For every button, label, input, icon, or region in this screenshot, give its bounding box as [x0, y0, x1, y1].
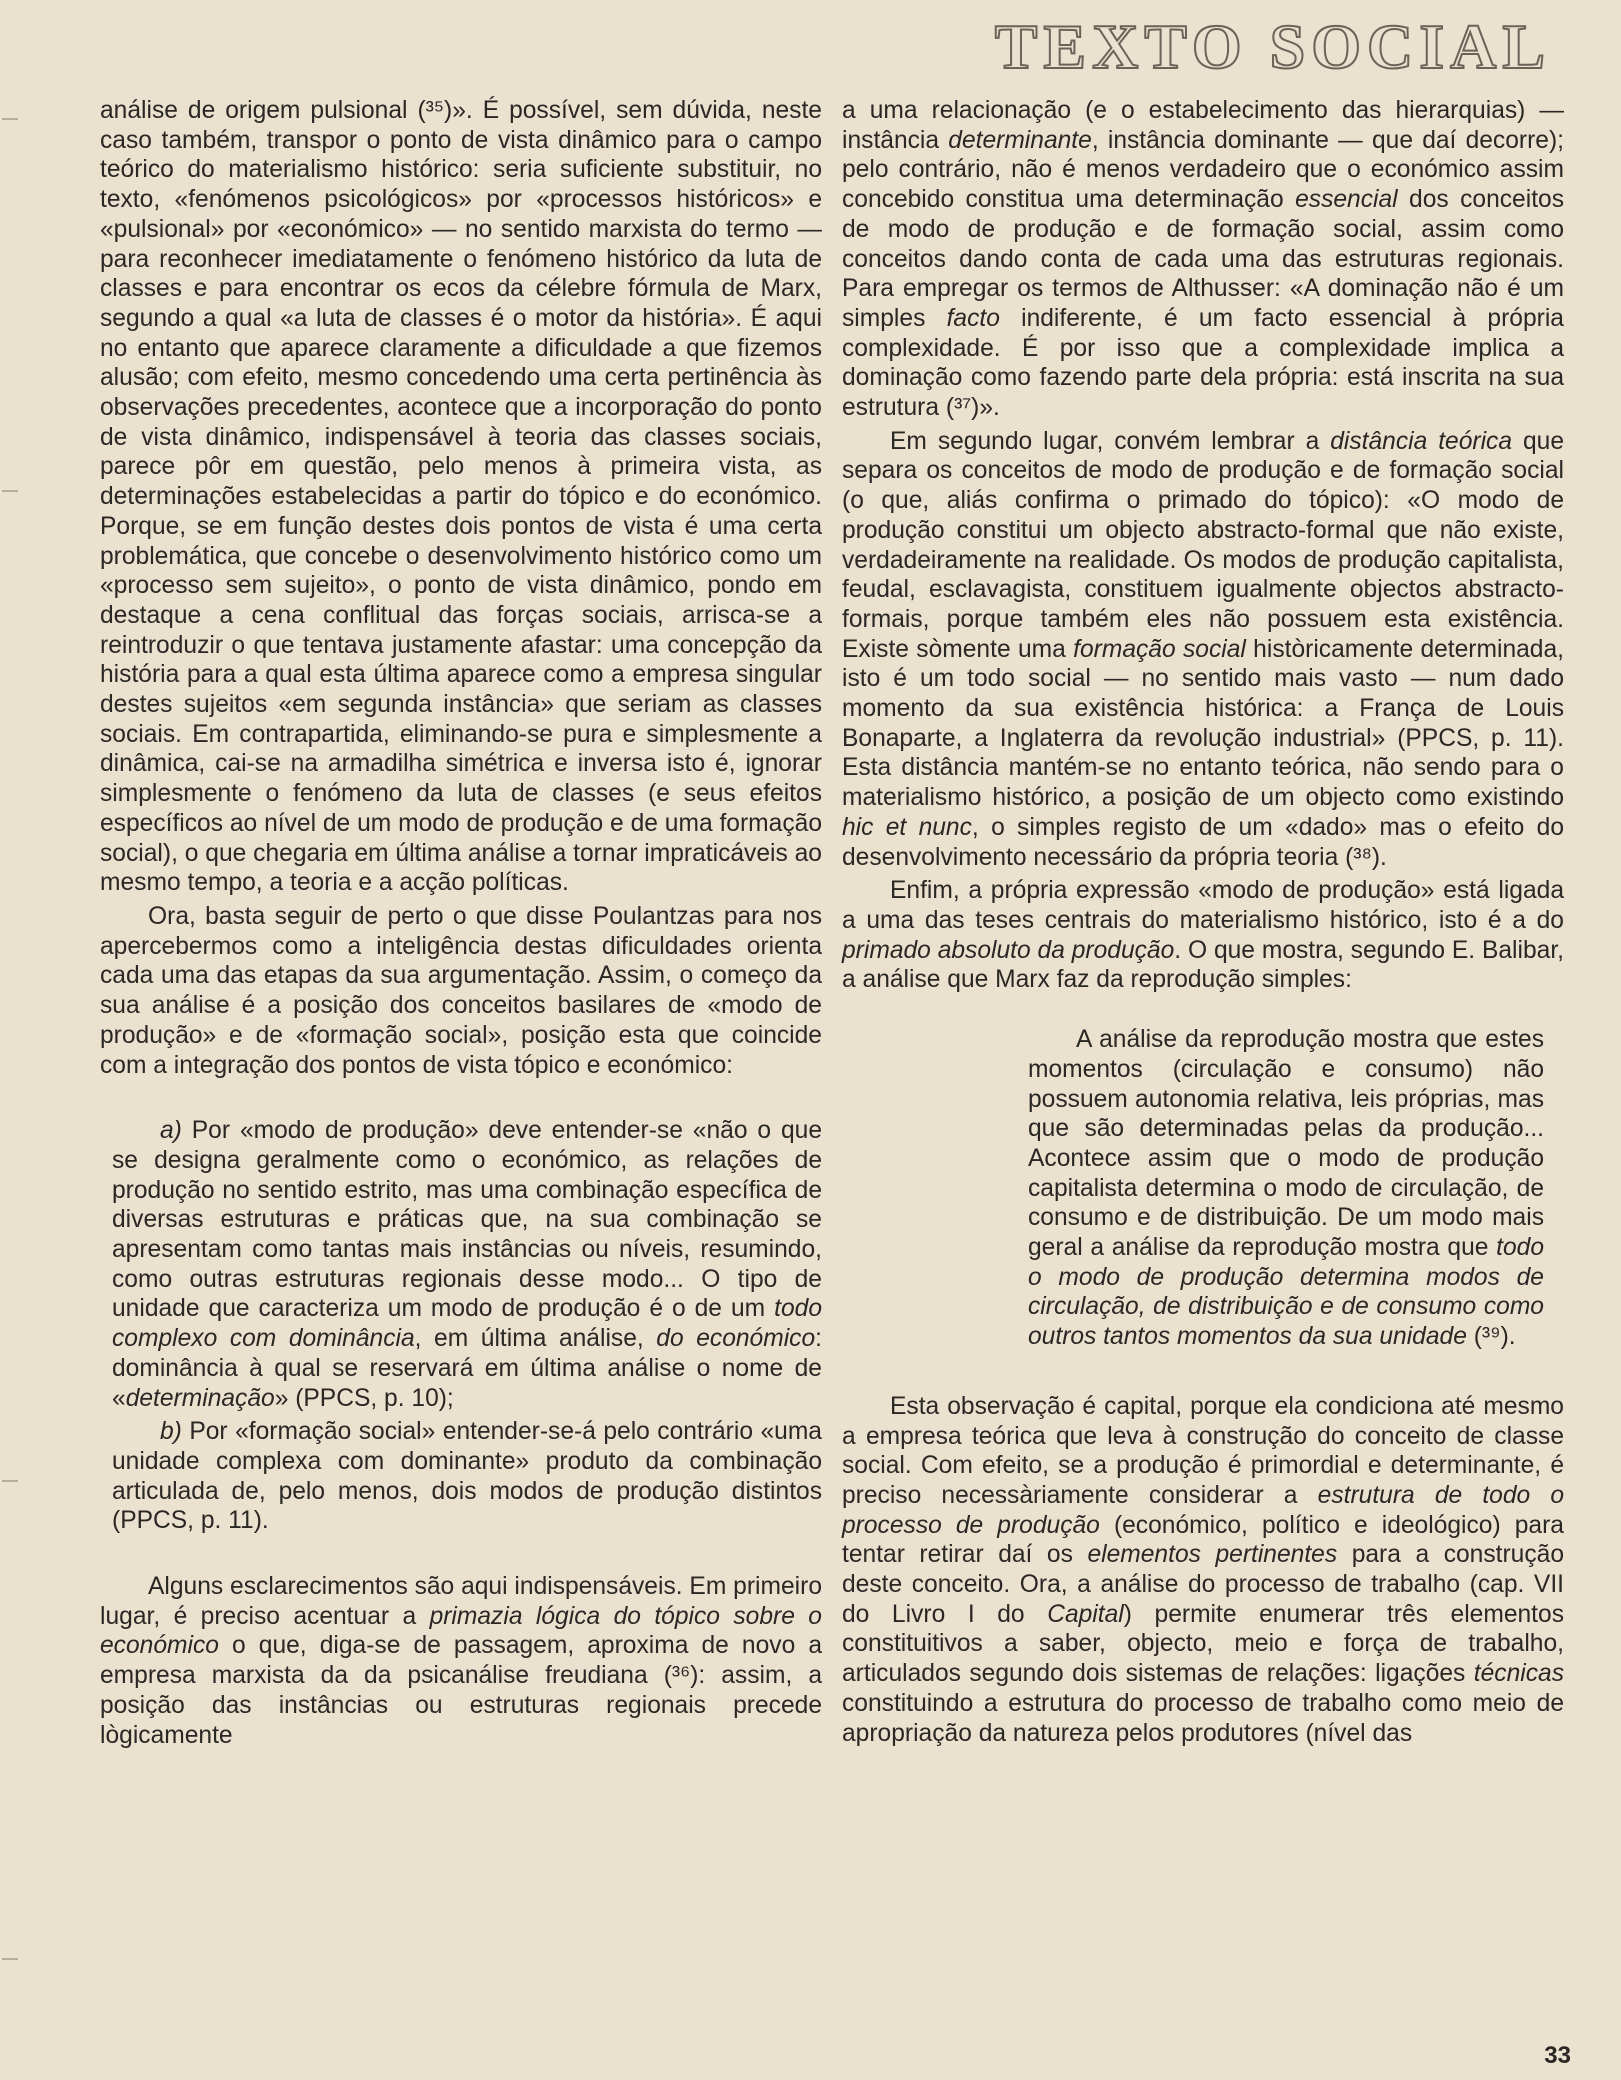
- paragraph: análise de origem pulsional (³⁵)». É possível, sem dúvida, neste caso também, transpor o ponto de vista dinâmico para o campo teórico do materialismo histórico: seria suficiente substituir, no texto, «fenómenos psicológicos» por «processos históricos» e «pulsional» por «económico» — no sentido marxista do termo — para reconhecer imediatamente o fenómeno histórico da luta de classes e para encontrar os ecos da célebre fórmula de Marx, segundo a qual «a luta de classes é o motor da história». É aqui no entanto que aparece claramente a dificuldade a que fizemos alusão; com efeito, mesmo concedendo uma certa pertinência às observações precedentes, acontece que a incorporação do ponto de vista dinâmico, indispensável à teoria das classes sociais, parece pôr em questão, pelo menos à primeira vista, as determinações estabelecidas a partir do tópico e do económico. Porque, se em função destes dois pontos de vista é uma certa problemática, que concebe o desenvolvimento histórico como um «processo sem sujeito», o ponto de vista dinâmico, pondo em destaque a cena conflitual das forças sociais, arrisca-se a reintroduzir o que tentava justamente afastar: uma concepção da história para a qual esta última aparece como a empresa singular destes sujeitos «em segunda instância» que seriam as classes sociais. Em contrapartida, eliminando-se pura e simplesmente a dinâmica, cai-se na armadilha simétrica e inversa isto é, ignorar simplesmente o fenómeno da luta de classes (e seus efeitos específicos ao nível de um modo de produção e de uma formação social), o que chegaria em última análise a tornar impraticáveis ao mesmo tempo, a teoria e a acção políticas.: [100, 97, 822, 897]
- definition-item-b: b) Por «formação social» entender-se-á pelo contrário «uma unidade complexa com dominante» produto da combinação articulada de, pelo menos, dois modos de produção distintos (PPCS, p. 11).: [112, 1418, 822, 1535]
- paragraph: Esta observação é capital, porque ela condiciona até mesmo a empresa teórica que leva à construção do conceito de classe social. Com efeito, se a produção é primordial e determinante, é preciso necessàriamente considerar a estrutura de todo o processo de produção (económico, político e ideológico) para tentar retirar daí os elementos pertinentes para a construção deste conceito. Ora, a análise do processo de trabalho (cap. VII do Livro I do Capital) permite enumerar três elementos constituitivos a saber, objecto, meio e força de trabalho, articulados segundo dois sistemas de relações: ligações técnicas constituindo a estrutura do processo de trabalho como meio de apropriação da natureza pelos produtores (nível das: [842, 1392, 1565, 1747]
- paragraph: Enfim, a própria expressão «modo de produção» está ligada a uma das teses centrais do materialismo histórico, isto é a do primado absoluto da produção. O que mostra, segundo E. Balibar, a análise que Marx faz da reprodução simples:: [842, 877, 1565, 994]
- paragraph: Em segundo lugar, convém lembrar a distância teórica que separa os conceitos de modo de produção e de formação social (o que, aliás confirma o primado do tópico): «O modo de produção constitui um objecto abstracto-formal que não existe, verdadeiramente na realidade. Os modos de produção capitalista, feudal, esclavagista, constituem igualmente objectos abstracto-formais, porque também eles não possuem esta existência. Existe sòmente uma formação social històricamente determinada, isto é um todo social — no sentido mais vasto — num dado momento da sua existência histórica: a França de Louis Bonaparte, a Inglaterra da revolução industrial» (PPCS, p. 11). Esta distância mantém-se no entanto teórica, não sendo para o materialismo histórico, a posição de um objecto como existindo hic et nunc, o simples registo de um «dado» mas o efeito do desenvolvimento necessário da própria teoria (³⁸).: [842, 427, 1565, 871]
- margin-mark: [2, 1480, 18, 1482]
- right-column: [842, 96, 1564, 1748]
- paragraph: a uma relacionação (e o estabelecimento das hierarquias) — instância determinante, instância dominante — que daí decorre); pelo contrário, não é menos verdadeiro que o económico assim concebido constitua uma determinação essencial dos conceitos de modo de produção e de formação social, assim como conceitos dando conta de cada uma das estruturas regionais. Para empregar os termos de Althusser: «A dominação não é um simples facto indiferente, é um facto essencial à própria complexidade. É por isso que a complexidade implica a dominação como fazendo parte dela própria: está inscrita na sua estrutura (³⁷)».: [842, 97, 1565, 422]
- margin-mark: [2, 1958, 18, 1960]
- item-marker: a): [160, 1117, 182, 1145]
- section-header: TEXTO SOCIAL: [994, 11, 1551, 82]
- page-number: 33: [1544, 2042, 1571, 2069]
- definition-item-a: a) Por «modo de produção» deve entender-se «não o que se designa geralmente como o económico, as relações de produção no sentido estrito, mas uma combinação específica de diversas estruturas e práticas que, na sua combinação se apresentam como tantas mais instâncias ou níveis, resumindo, como outras estruturas regionais desse modo... O tipo de unidade que caracteriza um modo de produção é o de um todo complexo com dominância, em última análise, do económico: dominância à qual se reservará em última análise o nome de «determinação» (PPCS, p. 10);: [112, 1117, 822, 1412]
- margin-mark: [2, 490, 18, 492]
- paragraph: Ora, basta seguir de perto o que disse Poulantzas para nos apercebermos como a inteligência destas dificuldades orienta cada uma das etapas da sua argumentação. Assim, o começo da sua análise é a posição dos conceitos basilares de «modo de produção» e de «formação social», posição esta que coincide com a integração dos pontos de vista tópico e económico:: [100, 902, 822, 1079]
- margin-mark: [2, 118, 18, 120]
- item-marker: b): [160, 1418, 182, 1446]
- block-quote: A análise da reprodução mostra que estes momentos (circulação e consumo) não possuem autonomia relativa, leis próprias, mas que são determinadas pelas da produção... Acontece assim que o modo de produção capitalista determina o modo de circulação, de consumo e de distribuição. De um modo mais geral a análise da reprodução mostra que todo o modo de produção determina modos de circulação, de distribuição e de consumo como outros tantos momentos da sua unidade (³⁹).: [1028, 1026, 1544, 1351]
- left-column: [100, 96, 822, 1750]
- paragraph: Alguns esclarecimentos são aqui indispensáveis. Em primeiro lugar, é preciso acentuar a primazia lógica do tópico sobre o económico o que, diga-se de passagem, aproxima de novo a empresa marxista da da psicanálise freudiana (³⁶): assim, a posição das instâncias ou estruturas regionais precede lògicamente: [100, 1573, 822, 1749]
